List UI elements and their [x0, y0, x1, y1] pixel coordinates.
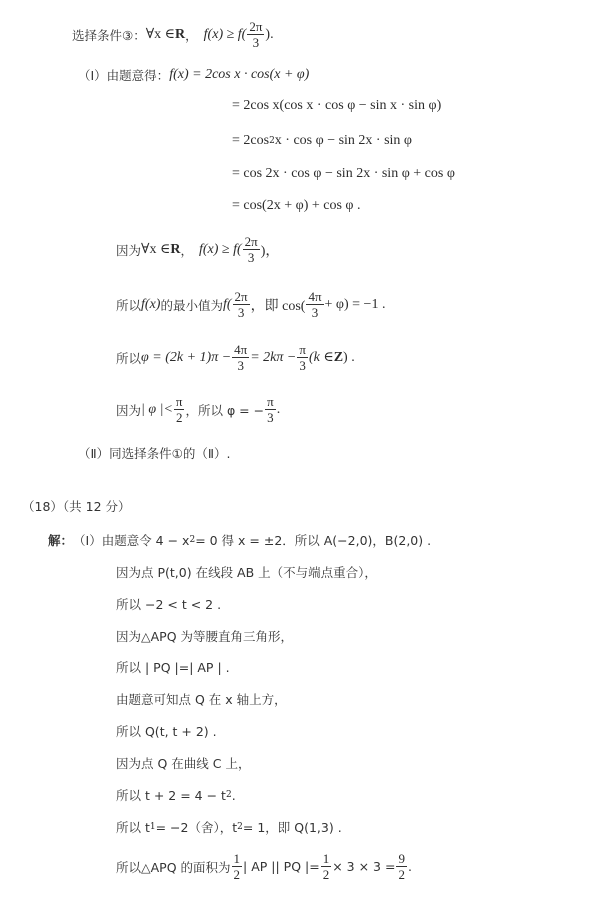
q18-line-7 [116, 722, 217, 740]
line10b: = −2（舍），t [155, 820, 238, 835]
fraction-9-2 [396, 852, 407, 881]
line5: 所以 | PQ |=| AP | . [116, 660, 230, 675]
numerator: π [299, 342, 306, 357]
numerator: 9 [398, 851, 405, 866]
step-5: = cos(2x + φ) + cos φ . [232, 198, 361, 213]
line7: 所以 Q(t, t + 2) . [116, 724, 217, 739]
because: 因为 [116, 402, 142, 418]
line11c: × 3 × 3 = [332, 859, 396, 874]
numerator: π [175, 394, 183, 409]
integer-set: Z [333, 349, 344, 365]
fraction-pi-3 [297, 343, 308, 372]
real-set: R [175, 26, 186, 42]
numerator: 1 [322, 851, 330, 866]
step-1: f(x) = 2cos x · cos(x + φ) [169, 67, 310, 82]
part2-text: （Ⅱ）同选择条件①的（Ⅱ）. [78, 446, 231, 461]
cos-text: ，即 cos( [250, 298, 306, 314]
step-3-line [232, 133, 412, 149]
q18-line-4 [116, 627, 293, 645]
numerator: 2π [244, 234, 258, 249]
denominator: 3 [247, 250, 255, 265]
line2: 因为点 P(t,0) 在线段 AB 上（不与端点重合）， [116, 565, 377, 580]
subscript: 2 [237, 822, 243, 832]
denominator: 2 [398, 867, 405, 882]
line6: 由题意可知点 Q 在 x 轴上方， [116, 692, 287, 707]
numerator: 1 [233, 851, 241, 866]
numerator: π [267, 394, 274, 409]
part1-first-line [78, 66, 309, 84]
condition-label: 选择条件③： [72, 27, 146, 43]
superscript: 2 [225, 790, 232, 800]
q18-title [22, 497, 131, 515]
comma: ， [185, 27, 198, 43]
q18-line-10 [116, 818, 342, 836]
denominator: 3 [311, 305, 319, 320]
fraction-2pi-3 [233, 290, 250, 319]
min-value-text: 的最小值为 [160, 297, 223, 313]
superscript: 2 [269, 136, 275, 146]
because: 因为 [116, 242, 142, 258]
period: . [276, 401, 281, 417]
denominator: 2 [322, 867, 330, 882]
step-3b: x · cos φ − sin 2x · sin φ [274, 133, 413, 148]
numerator: 2π [249, 19, 263, 34]
line11a: 所以△APQ 的面积为 [116, 859, 231, 875]
fraction-pi-3 [265, 395, 276, 424]
step-2-line [232, 98, 441, 114]
line9b: . [231, 787, 236, 803]
q18-line-1 [48, 531, 431, 549]
step-4-line [232, 166, 455, 182]
fx: f(x) [141, 296, 161, 312]
line3: 所以 −2 < t < 2 . [116, 597, 222, 612]
therefore: 所以 [116, 350, 142, 366]
step-2: = 2cos x(cos x · cos φ − sin x · sin φ) [232, 98, 442, 113]
line1a: （Ⅰ）由题意令 4 − x [73, 533, 190, 548]
solution-label: 解： [48, 533, 74, 548]
real-set: R [170, 241, 181, 257]
denominator: 3 [299, 358, 306, 373]
superscript: 2 [189, 535, 196, 545]
step-5-line [232, 198, 361, 214]
reason-3 [116, 343, 355, 372]
numerator: 4π [234, 342, 248, 357]
denominator: 3 [237, 305, 245, 320]
therefore: 所以 [116, 297, 142, 313]
condition3-header [72, 20, 274, 49]
line4: 因为△APQ 为等腰直角三角形， [116, 629, 294, 644]
close-paren: )， [260, 243, 280, 259]
phi-expr-2: = 2kπ − [250, 349, 297, 365]
denominator: 3 [252, 35, 260, 50]
line10a: 所以 t [116, 820, 150, 835]
f-open: f( [222, 296, 232, 312]
equals-minus-one: + φ) = −1 . [324, 296, 386, 312]
close: ) . [343, 349, 355, 365]
inequality: f(x) ≥ f( [203, 26, 247, 42]
reason-1 [116, 235, 279, 264]
line10c: = 1，即 Q(1,3) . [242, 820, 342, 835]
numerator: 2π [234, 289, 248, 304]
forall-text: ∀x ∈ [141, 242, 171, 257]
line8: 因为点 Q 在曲线 C 上， [116, 756, 251, 771]
fraction-pi-2 [174, 395, 185, 424]
period: . [407, 859, 412, 874]
q18-line-9 [116, 786, 236, 804]
line1b: = 0 得 x = ±2．所以 A(−2,0)，B(2,0) . [195, 533, 432, 548]
step-3a: = 2cos [232, 133, 270, 148]
k-in: (k ∈ [308, 350, 334, 365]
fraction-4pi-3 [232, 343, 249, 372]
step-4: = cos 2x · cos φ − sin 2x · sin φ + cos φ [232, 166, 455, 181]
q18-line-5 [116, 658, 230, 676]
so-phi: ，所以 φ = − [185, 402, 265, 418]
inequality: f(x) ≥ f( [198, 241, 242, 257]
subscript: 1 [149, 822, 156, 832]
forall-text: ∀x ∈ [145, 27, 176, 42]
numerator: 4π [308, 289, 322, 304]
reason-4 [116, 395, 280, 424]
line9a: 所以 t + 2 = 4 − t [116, 788, 226, 803]
part1-label: （Ⅰ）由题意得： [78, 68, 170, 83]
q18-line-6 [116, 690, 287, 708]
line11b: | AP || PQ |= [243, 859, 320, 874]
fraction-4pi-3 [306, 290, 323, 319]
denominator: 3 [237, 358, 244, 373]
abs-phi: | φ |< [141, 401, 173, 417]
reason-2 [116, 290, 385, 319]
q18-line-8 [116, 754, 250, 772]
q18-line-2 [116, 563, 377, 581]
fraction-2pi-3 [247, 20, 264, 49]
fraction-2pi-3 [243, 235, 260, 264]
q18-line-3 [116, 595, 221, 613]
q18-line-11 [116, 852, 412, 881]
phi-expr: φ = (2k + 1)π − [141, 349, 232, 365]
denominator: 2 [175, 410, 183, 425]
denominator: 3 [267, 410, 274, 425]
question-number: （18）（共 12 分） [22, 499, 131, 514]
denominator: 2 [233, 867, 241, 882]
comma: ， [180, 242, 193, 258]
part2 [78, 444, 231, 462]
fraction-1-2 [232, 852, 243, 881]
close-paren: ). [265, 26, 274, 42]
fraction-1-2 [321, 852, 332, 881]
